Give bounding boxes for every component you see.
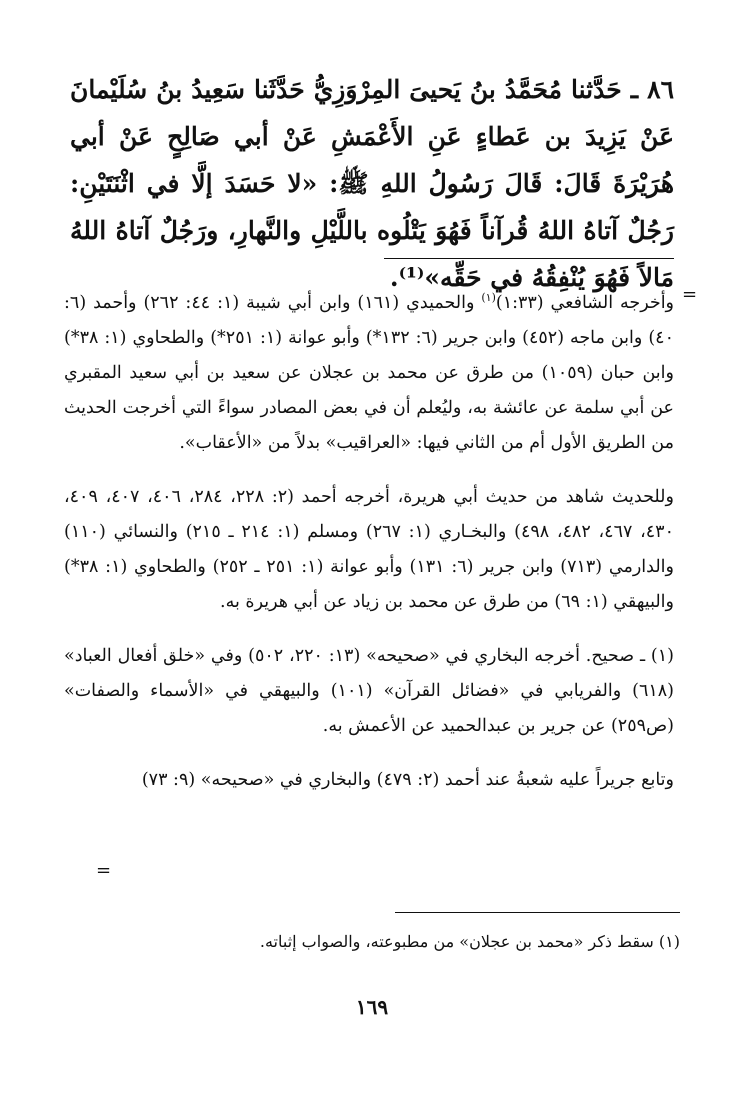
- note-paragraph-3: (١) ـ صحيح. أخرجه البخاري في «صحيحه» (١٣: ٢٢٠، ٥٠٢) وفي «خلق أفعال العباد» (٦١٨) والفريابي في «فضائل القرآن» (١٠١) والبيهقي في «الأسماء والصفات» (ص٢٥٩) عن جرير بن عبدالحميد عن الأعمش به.: [64, 645, 674, 736]
- note-paragraph-1-start: وأخرجه الشافعي (١:٣٣): [495, 292, 675, 313]
- page-number: ١٦٩: [355, 995, 389, 1019]
- note-paragraph-4: وتابع جريراً عليه شعبةُ عند أحمد (٢: ٤٧٩) والبخاري في «صحيحه» (٩: ٧٣): [141, 769, 674, 790]
- note-paragraph-2: وللحديث شاهد من حديث أبي هريرة، أخرجه أحمد (٢: ٢٢٨، ٢٨٤، ٤٠٦، ٤٠٧، ٤٠٩، ٤٣٠، ٤٦٧، ٤٨٢، ٤٩٨) والبخـاري (١: ٢٦٧) ومسلم (١: ٢١٤ ـ ٢١٥) والنسائي (١١٠) والدارمي (٧١٣) وابن جرير (٦: ١٣١) وأبو عوانة (١: ٢٥١ ـ ٢٥٢) والطحاوي (١: ٣٨*) والبيهقي (١: ٦٩) من طرق عن محمد بن زياد عن أبي هريرة به.: [64, 486, 674, 612]
- note-paragraph-1: [64, 280, 674, 461]
- footnote-rule: [395, 912, 680, 913]
- footnote-ref: (١): [481, 291, 496, 304]
- note-paragraph-1-rest: والحميدي (١٦١) وابن أبي شيبة (١: ٤٤: ٢٦٢) وأحمد (٦: ٤٠) وابن ماجه (٤٥٢) وابن جرير (٦: ١٣٢*) وأبو عوانة (١: ٢٥١*) والطحاوي (١: ٣٨*) وابن حبان (١٠٥٩) من طرق عن محمد بن عجلان عن سعيد بن أبي سعيد المقبري عن أبي سلمة عن عائشة به، وليُعلم أن في بعض المصادر سواءً التي أخرجت الحديث من الطريق الأول أم من الثاني فيها: «العراقيب» بدلاً من «الأعقاب».: [64, 292, 674, 453]
- commentary-notes: [64, 280, 674, 817]
- continuation-marker-top: =: [682, 284, 698, 305]
- separator-rule: [384, 258, 674, 259]
- continuation-marker-bottom: =: [96, 860, 112, 881]
- hadith-text: ٨٦ ـ حَدَّثنا مُحَمَّدُ بنُ يَحيىَ المِرْوَزِيُّ حَدَّثَنا سَعِيدُ بنُ سُلَيْمانَ عَنْ يَزِيدَ بن عَطاءٍ عَنِ الأَعْمَشِ عَنْ أبي صَالِحٍ عَنْ أبي هُرَيْرَةَ قَالَ: قَالَ رَسُولُ اللهِ ﷺ: «لا حَسَدَ إلَّا في اثْنَتَيْنِ: رَجُلٌ آتاهُ اللهُ قُرآناً فَهُوَ يَتْلُوه باللَّيْلِ والنَّهارِ، ورَجُلٌ آتاهُ اللهُ مَالاً فَهُوَ يُنْفِقُهُ في حَقِّه»⁽¹⁾.: [70, 75, 674, 292]
- footnote: (١) سقط ذكر «محمد بن عجلان» من مطبوعته، والصواب إثباته.: [259, 932, 680, 951]
